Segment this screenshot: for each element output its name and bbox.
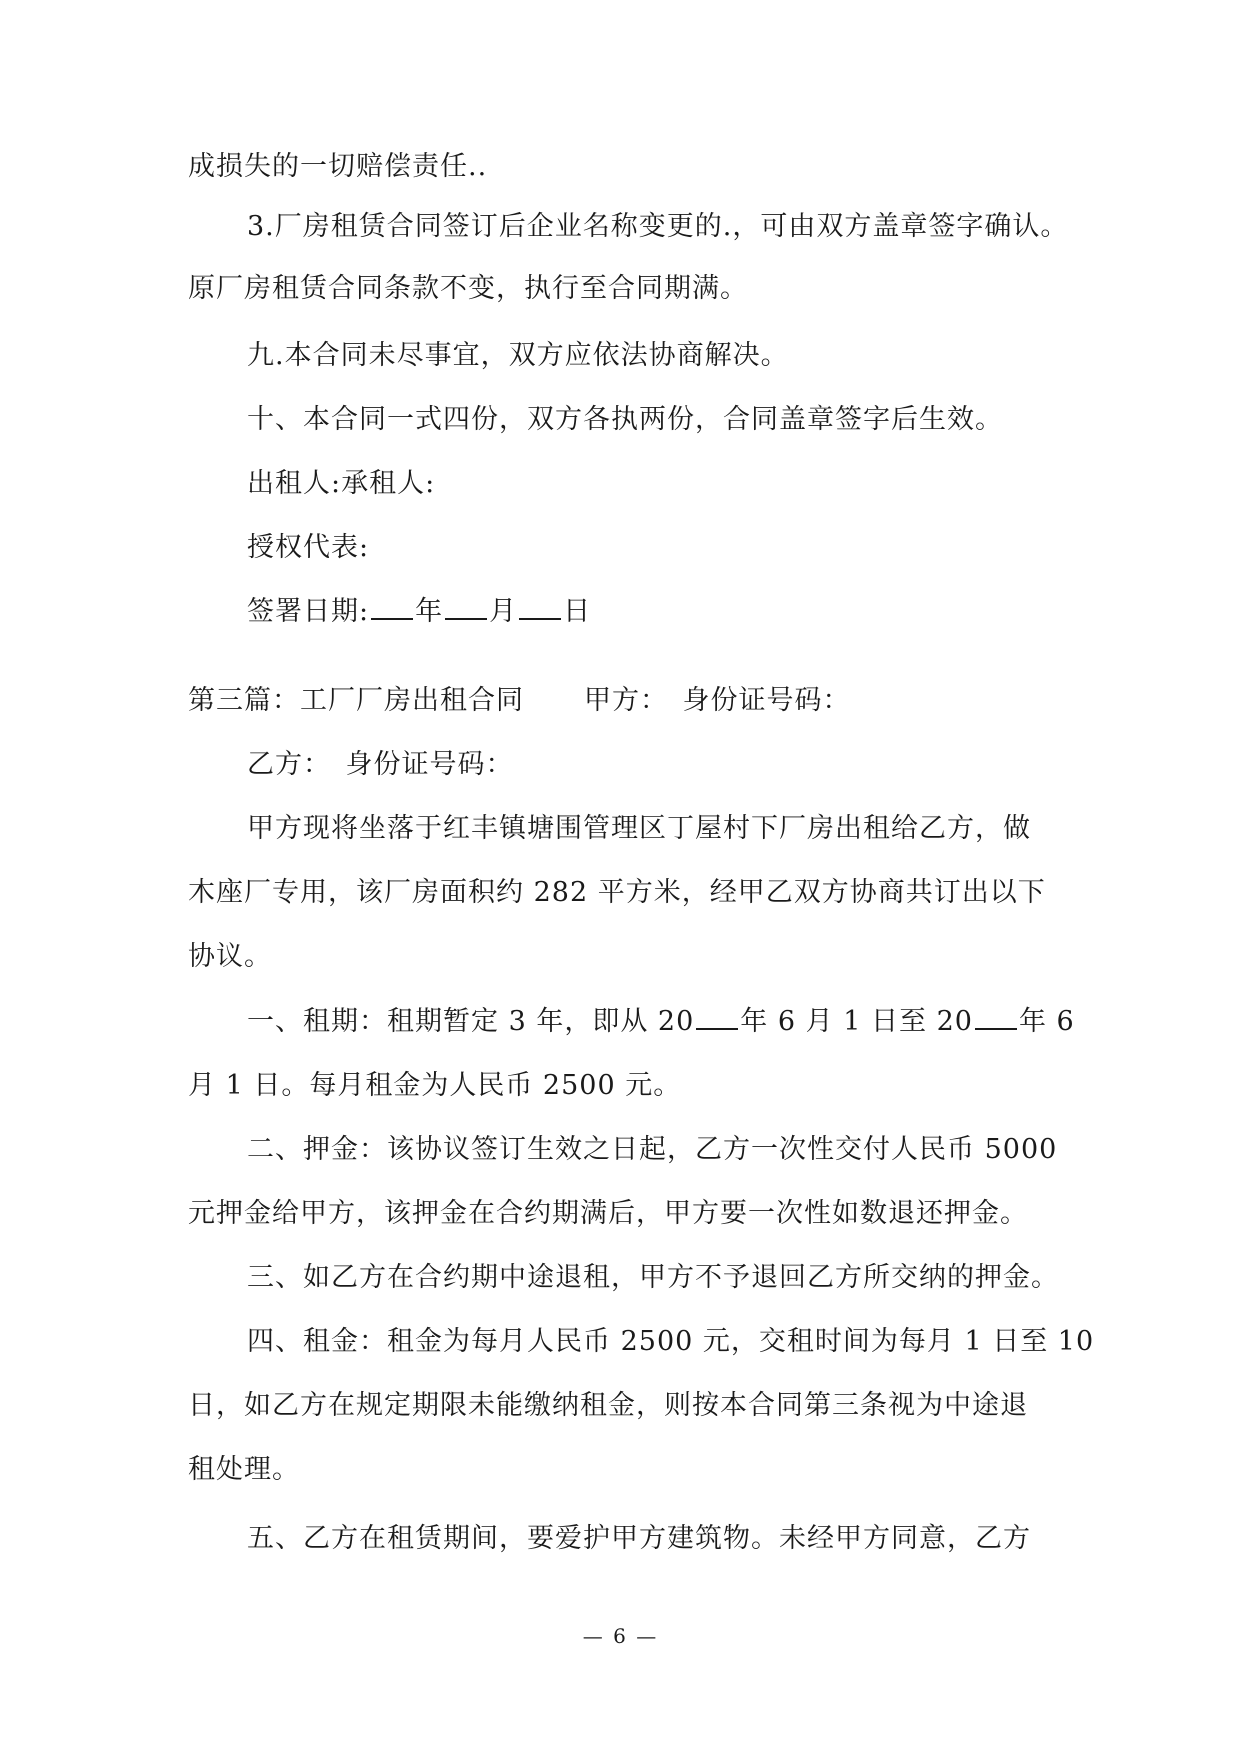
signing-date-line bbox=[247, 594, 591, 630]
section-heading-line bbox=[188, 683, 851, 719]
end-year-blank bbox=[975, 1004, 1017, 1030]
text-line: 十、本合同一式四份，双方各执两份，合同盖章签字后生效。 bbox=[247, 404, 1003, 435]
year-blank bbox=[371, 594, 413, 620]
text-line: 甲方现将坐落于红丰镇塘围管理区丁屋村下厂房出租给乙方，做 bbox=[247, 813, 1031, 844]
lease-term-text: 一、租期：租期暂定 3 年，即从 20 bbox=[247, 1006, 695, 1037]
authorized-representative-line: 授权代表: bbox=[247, 532, 370, 563]
month-blank bbox=[445, 594, 487, 620]
text-line: 五、乙方在租赁期间，要爱护甲方建筑物。未经甲方同意，乙方 bbox=[247, 1523, 1031, 1554]
text-line: 二、押金：该协议签订生效之日起，乙方一次性交付人民币 5000 bbox=[247, 1134, 1058, 1165]
page-number: — 6 — bbox=[582, 1624, 659, 1648]
party-b-id-line: 乙方： 身份证号码： bbox=[247, 749, 514, 780]
day-blank bbox=[519, 594, 561, 620]
text-line: 3.厂房租赁合同签订后企业名称变更的.，可由双方盖章签字确认。 bbox=[247, 211, 1069, 242]
text-line: 成损失的一切赔偿责任.. bbox=[188, 151, 488, 182]
signature-parties-line: 出租人:承租人: bbox=[247, 468, 436, 499]
lease-term-line bbox=[247, 1004, 1075, 1040]
start-year-blank bbox=[696, 1004, 738, 1030]
text-line: 元押金给甲方，该押金在合约期满后，甲方要一次性如数退还押金。 bbox=[188, 1198, 1028, 1229]
text-line: 三、如乙方在合约期中途退租，甲方不予退回乙方所交纳的押金。 bbox=[247, 1262, 1059, 1293]
text-line: 九.本合同未尽事宜，双方应依法协商解决。 bbox=[247, 340, 789, 371]
text-line: 协议。 bbox=[188, 941, 272, 972]
text-line: 日，如乙方在规定期限未能缴纳租金，则按本合同第三条视为中途退 bbox=[188, 1390, 1028, 1421]
text-line: 原厂房租赁合同条款不变，执行至合同期满。 bbox=[188, 273, 748, 304]
month-label: 月 bbox=[489, 596, 518, 627]
text-line: 月 1 日。每月租金为人民币 2500 元。 bbox=[188, 1070, 682, 1101]
year-label: 年 bbox=[415, 596, 444, 627]
text-line: 四、租金：租金为每月人民币 2500 元，交租时间为每月 1 日至 10 bbox=[247, 1326, 1095, 1357]
day-label: 日 bbox=[563, 596, 592, 627]
text-line: 租处理。 bbox=[188, 1454, 300, 1485]
signing-date-label: 签署日期: bbox=[247, 596, 370, 627]
text-line: 木座厂专用，该厂房面积约 282 平方米，经甲乙双方协商共订出以下 bbox=[188, 877, 1046, 908]
lease-term-text: 年 6 月 1 日至 20 bbox=[740, 1006, 973, 1037]
section-heading: 第三篇：工厂厂房出租合同 bbox=[188, 685, 524, 716]
party-a-id-label: 甲方： 身份证号码： bbox=[584, 685, 851, 716]
lease-term-text: 年 6 bbox=[1018, 1006, 1075, 1037]
